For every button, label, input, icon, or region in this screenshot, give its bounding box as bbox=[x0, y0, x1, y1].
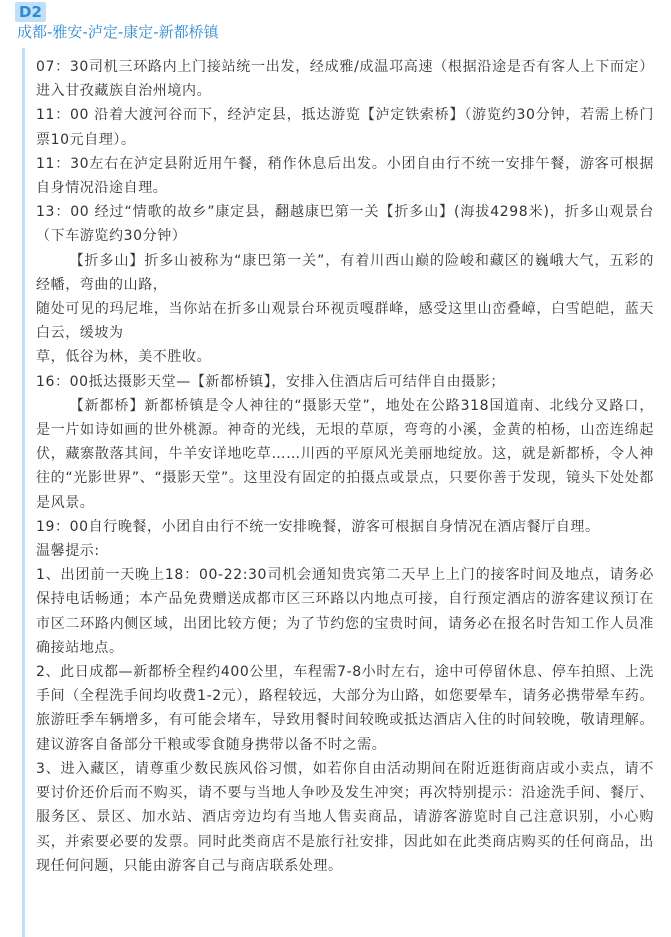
itinerary-paragraph: 随处可见的玛尼堆，当你站在折多山观景台环视贡嘎群峰，感受这里山峦叠嶂，白雪皑皑，蓝天白云，缓坡为 bbox=[36, 301, 654, 342]
itinerary-paragraph: 【新都桥】新都桥镇是令人神往的“摄影天堂”，地处在公路318国道南、北线分叉路口，是一片如诗如画的世外桃源。神奇的光线，无垠的草原，弯弯的小溪，金黄的柏杨，山峦连绵起伏，藏寨散落其间，牛羊安详地吃草……川西的平原风光美丽地绽放。这，就是新都桥，令人神往的“光影世界”、“摄影天堂”。这里没有固定的拍摄点或景点，只要你善于发现，镜头下处处都是风景。 bbox=[36, 397, 654, 511]
itinerary-paragraph: 13：00 经过“情歌的故乡”康定县，翻越康巴第一关【折多山】(海拔4298米)，折多山观景台（下车游览约30分钟） bbox=[36, 204, 654, 245]
itinerary-paragraph: 11：30左右在泸定县附近用午餐，稍作休息后出发。小团自由行不统一安排午餐，游客可根据自身情况沿途自理。 bbox=[36, 155, 654, 197]
itinerary-paragraph: 【折多山】折多山被称为“康巴第一关”，有着川西山巅的险峻和藏区的巍峨大气，五彩的经幡，弯曲的山路， bbox=[36, 252, 654, 293]
itinerary-paragraph: 2、此日成都—新都桥全程约400公里，车程需7-8小时左右，途中可停留休息、停车拍照、上洗手间（全程洗手间均收费1-2元），路程较远，大部分为山路，如您要晕车，请务必携带晕车药。旅游旺季车辆增多，有可能会堵车，导致用餐时间较晚或抵达酒店入住的时间较晚，敬请理解。建议游客自备部分干粮或零食随身携带以备不时之需。 bbox=[36, 664, 654, 753]
itinerary-paragraph: 草，低谷为林，美不胜收。 bbox=[36, 349, 212, 366]
itinerary-paragraph: 16：00抵达摄影天堂—【新都桥镇】，安排入住酒店后可结伴自由摄影； bbox=[36, 373, 506, 390]
itinerary-content bbox=[36, 55, 654, 878]
itinerary-paragraph: 07：30司机三环路内上门接站统一出发，经成雅/成温邛高速（根据沿途是否有客人上下而定）进入甘孜藏族自治州境内。 bbox=[36, 59, 654, 100]
itinerary-paragraph: 温馨提示: bbox=[36, 543, 100, 560]
itinerary-paragraph: 1、出团前一天晚上18：00-22:30司机会通知贵宾第二天早上上门的接客时间及地点，请务必保持电话畅通；本产品免费赠送成都市区三环路以内地点可接，自行预定酒店的游客建议预订在市区二环路内侧区域，出团比较方便；为了节约您的宝贵时间，请务必在报名时告知工作人员准确接站地点。 bbox=[36, 567, 654, 656]
itinerary-paragraph: 19：00自行晚餐，小团自由行不统一安排晚餐，游客可根据自身情况在酒店餐厅自理。 bbox=[36, 518, 600, 535]
itinerary-paragraph: 11：00 沿着大渡河谷而下，经泸定县，抵达游览【泸定铁索桥】（游览约30分钟，若需上桥门票10元自理）。 bbox=[36, 107, 654, 148]
route-title: 成都-雅安-泸定-康定-新都桥镇 bbox=[17, 23, 219, 41]
day-badge: D2 bbox=[15, 2, 46, 22]
itinerary-paragraph: 3、进入藏区，请尊重少数民族风俗习惯，如若你自由活动期间在附近逛街商店或小卖点，请不要讨价还价后而不购买，请不要与当地人争吵及发生冲突；再次特别提示：沿途洗手间、餐厅、服务区、景区、加水站、酒店旁边均有当地人售卖商品，请游客游览时自己注意识别，小心购买，并索要必要的发票。同时此类商店不是旅行社安排，因此如在此类商店购买的任何商品，出现任何问题，只能由游客自己与商店联系处理。 bbox=[36, 760, 654, 874]
day-header bbox=[0, 0, 671, 48]
